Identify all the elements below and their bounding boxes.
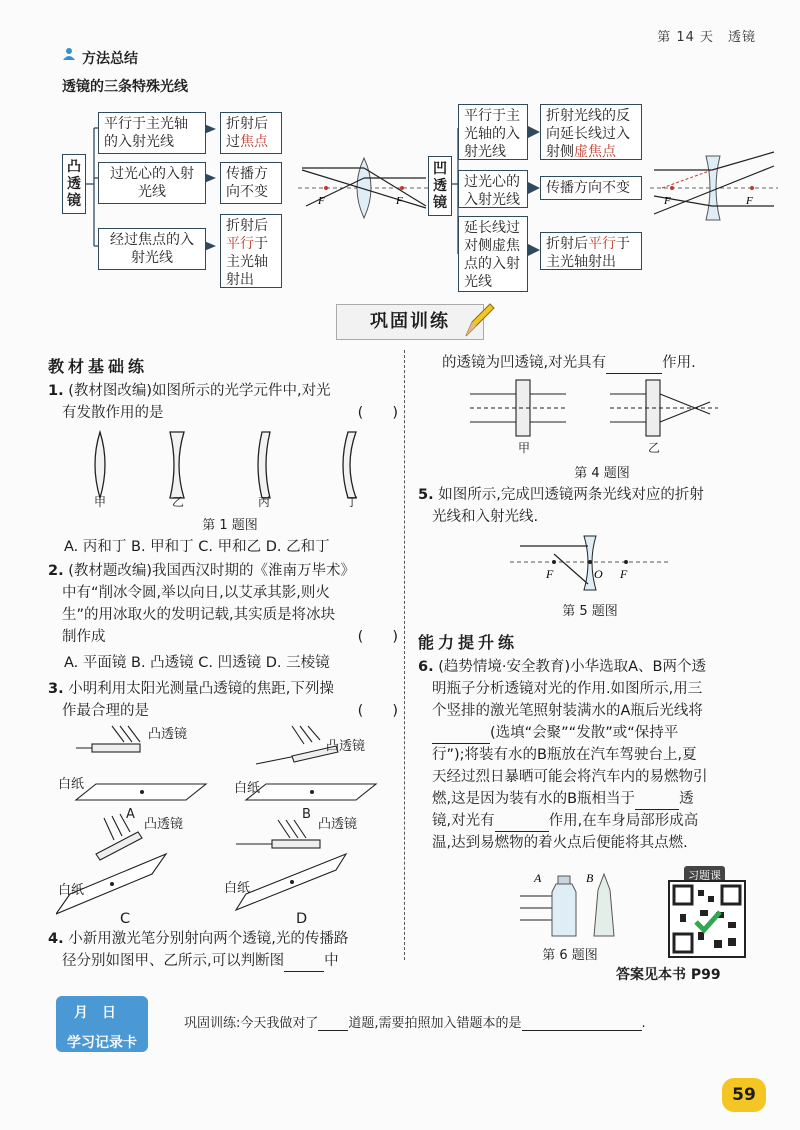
q3-lens-label-a: 凸透镜	[148, 727, 188, 742]
convex-label: 凸透镜	[62, 154, 86, 214]
q5-label-o: O	[594, 567, 603, 581]
q5-caption: 第 5 题图	[562, 604, 618, 619]
q1-label-ding: 丁	[346, 495, 359, 508]
q1-label-yi: 乙	[172, 495, 185, 508]
person-icon	[62, 47, 76, 61]
q3-lens-label-b: 凸透镜	[326, 739, 366, 754]
convex-lens-diagram	[298, 156, 430, 220]
record-line: 巩固训练:今天我做对了 道题,需要拍照加入错题本的是 .	[184, 1016, 646, 1031]
q3-paper-label-c: 白纸	[58, 883, 85, 898]
focus-label-left: F	[318, 195, 325, 207]
q4-caption: 第 4 题图	[574, 466, 630, 481]
bottle-a-label: A	[534, 871, 542, 885]
q2-options: A. 平面镜 B. 凸透镜 C. 凹透镜 D. 三棱镜	[64, 655, 330, 671]
q3-paper-label-d: 白纸	[224, 881, 251, 896]
convex-result-1: 折射后过焦点	[220, 112, 282, 154]
question-6: 6. (趋势情境·安全教育)小华选取A、B两个透 明瓶子分析透镜对光的作用.如图所示,用三 个竖排的激光笔照射装满水的A瓶后光线将 (选填“会聚”“发散”或“保持平 行”);将装有水的B瓶放在汽车驾驶台上,夏 天经过烈日暴晒可能会将汽车内的易燃物引 燃,这是因为装有水的B瓶相当于 透 镜,对光有 作用,在车身局部形成高 温,达到易燃物的着火点后便能将其点燃.	[418, 659, 708, 851]
convex-result-3: 折射后平行于主光轴射出	[220, 214, 282, 288]
q6-blank-2[interactable]	[635, 809, 679, 810]
q5-label-f-left: F	[546, 567, 554, 581]
q4-continued: 的透镜为凹透镜,对光具有 作用.	[442, 352, 696, 374]
convex-result-2: 传播方向不变	[220, 162, 282, 204]
question-3: 3. 小明利用太阳光测量凸透镜的焦距,下列操 作最合理的是 ( )	[48, 681, 398, 719]
focus-label-right-concave: F	[746, 195, 753, 207]
q3-paper-label-b: 白纸	[234, 781, 261, 796]
concave-label: 凹透镜	[428, 156, 452, 216]
record-blank-items[interactable]	[522, 1030, 642, 1031]
study-record-card: 月日 学习记录卡	[56, 996, 148, 1052]
q3-paper-label-a: 白纸	[58, 777, 85, 792]
convex-incident-3: 经过焦点的入射光线	[98, 228, 206, 270]
q1-caption: 第 1 题图	[202, 518, 258, 533]
focus-label-right: F	[396, 195, 403, 207]
question-1: 1. (教材图改编)如图所示的光学元件中,对光 有发散作用的是 ( )	[48, 383, 398, 421]
q3-option-b: B	[302, 807, 311, 822]
concave-lens-diagram	[650, 150, 778, 224]
concave-incident-2: 过光心的入射光线	[458, 170, 528, 208]
q4-figure	[470, 374, 730, 454]
q3-option-c: C	[120, 911, 131, 927]
pencil-icon	[462, 300, 496, 340]
method-subtitle: 透镜的三条特殊光线	[62, 79, 188, 95]
q3-figures	[56, 724, 396, 924]
q3-lens-label-c: 凸透镜	[144, 817, 184, 832]
concave-result-1: 折射光线的反向延长线过入射侧虚焦点	[540, 104, 642, 160]
q6-blank-1[interactable]	[432, 743, 490, 744]
q5-figure	[510, 534, 670, 594]
concave-result-2: 传播方向不变	[540, 176, 642, 200]
column-divider	[404, 350, 405, 960]
q4-label-yi: 乙	[648, 441, 661, 454]
q6-blank-3[interactable]	[495, 831, 549, 832]
q1-label-bing: 丙	[258, 495, 271, 508]
concave-incident-1: 平行于主光轴的入射光线	[458, 104, 528, 160]
page-number: 59	[722, 1078, 766, 1112]
question-5: 5. 如图所示,完成凹透镜两条光线对应的折射 光线和入射光线.	[418, 487, 704, 525]
chapter-header: 第 14 天 透镜	[657, 30, 756, 45]
convex-incident-2: 过光心的入射光线	[98, 162, 206, 204]
question-2: 2. (教材题改编)我国西汉时期的《淮南万毕术》 中有“削冰令圆,举以向日,以艾承其影,则火 生”的用冰取火的发明记载,其实质是将冰块 制作成 ( )	[48, 563, 398, 645]
q6-caption: 第 6 题图	[542, 948, 598, 963]
q4-label-jia: 甲	[518, 441, 531, 454]
record-blank-count[interactable]	[318, 1030, 348, 1031]
q6-bottles-figure	[520, 870, 630, 942]
q1-lens-figure	[86, 428, 386, 508]
method-title: 方法总结	[82, 51, 138, 67]
basic-practice-heading: 教材基础练	[48, 357, 149, 376]
q3-option-d: D	[296, 911, 308, 927]
focus-label-left-concave: F	[664, 195, 671, 207]
q3-option-a: A	[126, 807, 135, 822]
q4-blank-1[interactable]	[284, 971, 324, 972]
q1-label-jia: 甲	[94, 495, 107, 508]
q5-label-f-right: F	[620, 567, 628, 581]
bottle-b-label: B	[586, 871, 594, 885]
concave-incident-3: 延长线过对侧虚焦点的入射光线	[458, 216, 528, 292]
q1-options: A. 丙和丁 B. 甲和丁 C. 甲和乙 D. 乙和丁	[64, 539, 330, 555]
qr-code-icon[interactable]	[668, 880, 746, 958]
advanced-practice-heading: 能力提升练	[418, 633, 519, 652]
qr-label: 习题课	[684, 866, 725, 884]
answer-reference: 答案见本书 P99	[616, 967, 721, 983]
concave-result-3: 折射后平行于主光轴射出	[540, 232, 642, 270]
section-banner: 巩固训练	[336, 304, 484, 340]
question-4: 4. 小新用激光笔分别射向两个透镜,光的传播路 径分别如图甲、乙所示,可以判断图 中	[48, 928, 398, 972]
q3-lens-label-d: 凸透镜	[318, 817, 358, 832]
convex-incident-1: 平行于主光轴的入射光线	[98, 112, 206, 154]
